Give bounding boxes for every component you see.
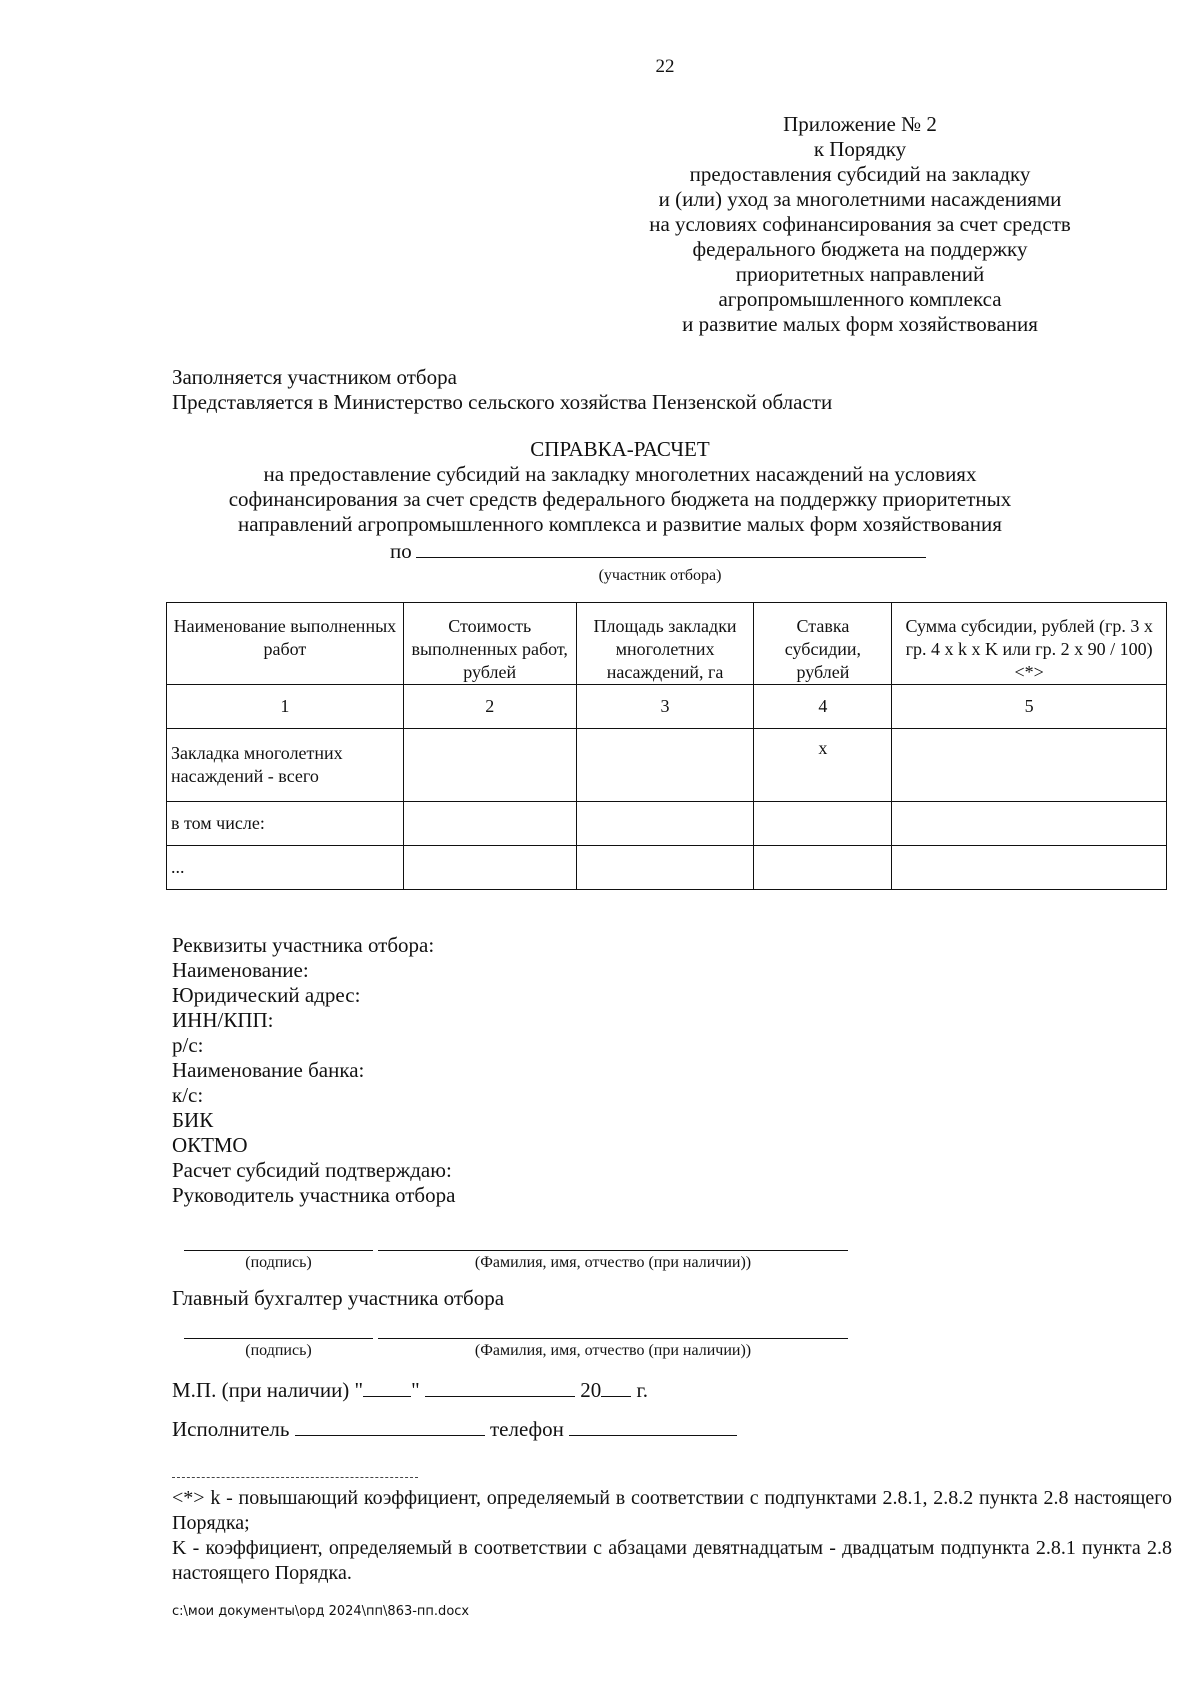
table-cell[interactable] [576, 846, 754, 890]
appendix-line: агропромышленного комплекса [718, 287, 1002, 311]
fio-caption: (Фамилия, имя, отчество (при наличии)) [474, 1342, 752, 1359]
year-prefix: 20 [580, 1378, 602, 1402]
appendix-line: и (или) уход за многолетними насаждениями [658, 187, 1062, 211]
chief-accountant-label: Главный бухгалтер участника отбора [172, 1286, 505, 1310]
column-number: 5 [892, 685, 1167, 729]
submitted-to-note: Представляется в Министерство сельского хозяйства Пензенской области [172, 390, 833, 414]
head-label: Руководитель участника отбора [172, 1183, 456, 1207]
date-day-field[interactable] [363, 1376, 411, 1397]
year-suffix: г. [631, 1378, 648, 1402]
participant-caption: (участник отбора) [598, 567, 722, 584]
table-row [167, 802, 1167, 846]
column-header: Наименование выполненных работ [167, 603, 404, 685]
date-year-field[interactable] [601, 1376, 631, 1397]
submission-notes [172, 365, 832, 415]
date-month-field[interactable] [425, 1376, 575, 1397]
table-cell: x [754, 729, 892, 802]
footnote-K: K - коэффициент, определяемый в соответствии с абзацами девятнадцатым - двадцатым подпункта 2.8.1 пункта 2.8 настоящего Порядка. [172, 1537, 1172, 1584]
requisite-inn-kpp: ИНН/КПП: [172, 1008, 274, 1032]
table-cell[interactable] [403, 802, 576, 846]
phone-label: телефон [489, 1417, 564, 1441]
appendix-line: федерального бюджета на поддержку [692, 237, 1028, 261]
table-cell[interactable] [403, 846, 576, 890]
calculation-table [166, 602, 1167, 890]
appendix-line: к Порядку [813, 137, 907, 161]
requisites-heading: Реквизиты участника отбора: [172, 933, 435, 957]
footnotes [172, 1486, 1172, 1586]
signature-caption: (подпись) [245, 1254, 312, 1271]
column-number: 1 [167, 685, 404, 729]
column-number: 3 [576, 685, 754, 729]
participant-underline[interactable] [416, 537, 926, 558]
table-cell: ... [167, 846, 404, 890]
appendix-line: на условиях софинансирования за счет средств [649, 212, 1071, 236]
footnote-separator [172, 1477, 418, 1478]
executor-label: Исполнитель [172, 1417, 290, 1441]
requisite-name: Наименование: [172, 958, 309, 982]
document-title [170, 437, 1070, 537]
table-cell[interactable] [892, 802, 1167, 846]
phone-field[interactable] [569, 1415, 737, 1436]
executor-field[interactable] [295, 1415, 485, 1436]
accountant-signature-line[interactable] [184, 1316, 373, 1339]
requisite-bik: БИК [172, 1108, 214, 1132]
title-line: на предоставление субсидий на закладку многолетних насаждений на условиях [263, 462, 977, 486]
table-cell[interactable] [576, 802, 754, 846]
accountant-fio-line[interactable] [378, 1316, 848, 1339]
appendix-line: приоритетных направлений [735, 262, 985, 286]
head-fio-line[interactable] [378, 1228, 848, 1251]
table-row [167, 729, 1167, 802]
requisite-account: р/с: [172, 1033, 204, 1057]
table-cell[interactable] [892, 846, 1167, 890]
requisite-bank-name: Наименование банка: [172, 1058, 365, 1082]
quote-close: " [411, 1378, 420, 1402]
executor-line [172, 1415, 737, 1442]
requisite-corr-account: к/с: [172, 1083, 204, 1107]
filled-by-note: Заполняется участником отбора [172, 365, 457, 389]
head-signature-line[interactable] [184, 1228, 373, 1251]
column-header: Площадь закладки многолетних насаждений, га [576, 603, 754, 685]
table-row [167, 846, 1167, 890]
table-cell[interactable] [754, 846, 892, 890]
confirm-label: Расчет субсидий подтверждаю: [172, 1158, 452, 1182]
participant-field[interactable] [390, 537, 926, 564]
table-cell: в том числе: [167, 802, 404, 846]
title-heading: СПРАВКА-РАСЧЕТ [530, 437, 710, 461]
column-number: 2 [403, 685, 576, 729]
appendix-header [610, 112, 1110, 337]
footnote-k: <*> k - повышающий коэффициент, определяемый в соответствии с подпунктами 2.8.1, 2.8.2 пункта 2.8 настоящего Порядка; [172, 1487, 1172, 1534]
file-path: c:\мои документы\орд 2024\пп\863-пп.docx [172, 1604, 470, 1619]
page-number: 22 [655, 56, 675, 77]
fio-caption: (Фамилия, имя, отчество (при наличии)) [474, 1254, 752, 1271]
table-cell[interactable] [892, 729, 1167, 802]
participant-requisites [172, 933, 455, 1208]
table-cell[interactable] [576, 729, 754, 802]
column-number-row [167, 685, 1167, 729]
signature-caption: (подпись) [245, 1342, 312, 1359]
table-header-row [167, 603, 1167, 685]
requisite-legal-address: Юридический адрес: [172, 983, 361, 1007]
column-number: 4 [754, 685, 892, 729]
appendix-line: и развитие малых форм хозяйствования [682, 312, 1038, 336]
requisite-oktmo: ОКТМО [172, 1133, 248, 1157]
title-line: софинансирования за счет средств федерального бюджета на поддержку приоритетных [228, 487, 1012, 511]
stamp-date-line [172, 1376, 648, 1403]
table-cell[interactable] [754, 802, 892, 846]
po-label: по [390, 539, 412, 563]
table-cell[interactable] [403, 729, 576, 802]
column-header: Стоимость выполненных работ, рублей [403, 603, 576, 685]
table-cell: Закладка многолетних насаждений - всего [167, 729, 404, 802]
mp-label: М.П. (при наличии) " [172, 1378, 364, 1402]
column-header: Сумма субсидии, рублей (гр. 3 x гр. 4 x k x K или гр. 2 x 90 / 100) <*> [892, 603, 1167, 685]
appendix-line: Приложение № 2 [783, 112, 937, 136]
column-header: Ставка субсидии, рублей [754, 603, 892, 685]
appendix-line: предоставления субсидий на закладку [689, 162, 1031, 186]
title-line: направлений агропромышленного комплекса и развитие малых форм хозяйствования [238, 512, 1002, 536]
